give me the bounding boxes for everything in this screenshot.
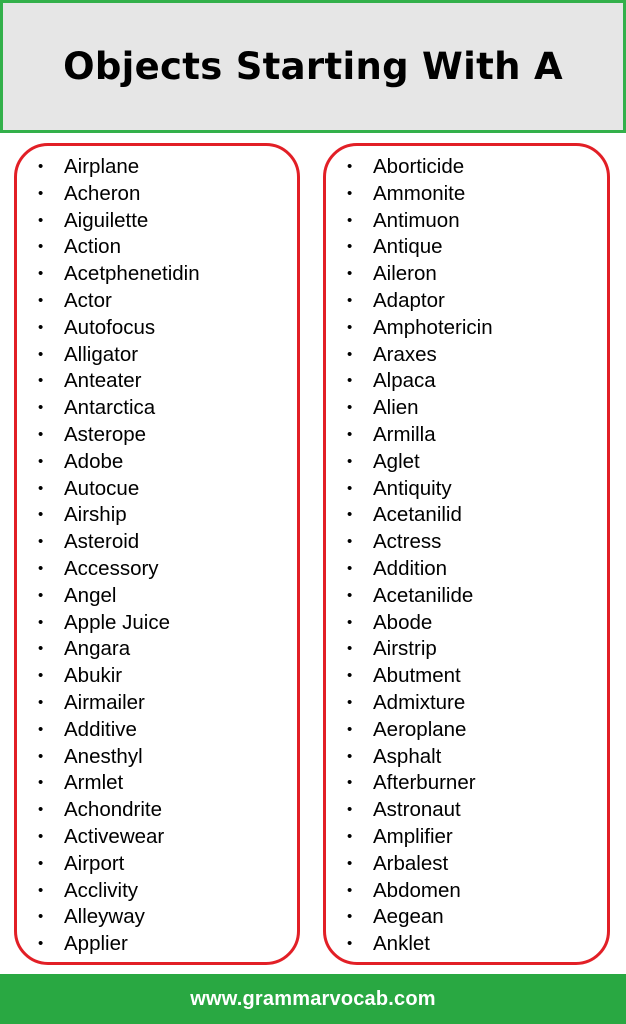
list-item-label: Autocue <box>64 476 140 500</box>
bullet-icon: • <box>38 211 44 229</box>
bullet-icon: • <box>38 613 44 631</box>
list-item <box>17 154 297 181</box>
list-item-label: Araxes <box>373 342 437 366</box>
list-item-label: Airstrip <box>373 637 437 661</box>
list-item-label: Admixture <box>373 690 466 714</box>
list-item-label: Amplifier <box>373 824 453 848</box>
bullet-icon: • <box>347 854 353 872</box>
list-item <box>326 234 607 261</box>
list-item-label: Antarctica <box>64 396 156 420</box>
list-item <box>17 476 297 503</box>
list-item <box>326 824 607 851</box>
list-item <box>326 315 607 342</box>
bullet-icon: • <box>347 801 353 819</box>
list-item-label: Anteater <box>64 369 142 393</box>
bullet-icon: • <box>347 935 353 953</box>
list-item <box>326 154 607 181</box>
list-item <box>17 529 297 556</box>
list-item-label: Alleyway <box>64 905 145 929</box>
list-item-label: Abode <box>373 610 433 634</box>
list-item <box>17 583 297 610</box>
list-item-label: Ammonite <box>373 181 466 205</box>
list-item-label: Accessory <box>64 556 159 580</box>
list-item <box>17 288 297 315</box>
bullet-icon: • <box>38 372 44 390</box>
list-item-label: Aileron <box>373 262 437 286</box>
list-item-label: Aglet <box>373 449 420 473</box>
list-item-label: Acheron <box>64 181 141 205</box>
list-item <box>326 610 607 637</box>
list-item <box>17 690 297 717</box>
list-item-label: Acetphenetidin <box>64 262 200 286</box>
list-item-label: Abutment <box>373 664 461 688</box>
bullet-icon: • <box>38 506 44 524</box>
list-item <box>326 395 607 422</box>
list-item <box>326 851 607 878</box>
bullet-icon: • <box>38 533 44 551</box>
list-item-label: Alpaca <box>373 369 436 393</box>
right-word-column <box>323 143 610 965</box>
bullet-icon: • <box>347 693 353 711</box>
list-item-label: Anesthyl <box>64 744 143 768</box>
list-item <box>326 904 607 931</box>
bullet-icon: • <box>347 533 353 551</box>
list-item <box>17 851 297 878</box>
list-item <box>17 636 297 663</box>
list-item <box>326 422 607 449</box>
list-item-label: Asphalt <box>373 744 442 768</box>
list-item <box>17 610 297 637</box>
list-item-label: Abdomen <box>373 878 461 902</box>
bullet-icon: • <box>347 158 353 175</box>
bullet-icon: • <box>347 479 353 497</box>
list-item <box>326 476 607 503</box>
list-item <box>326 690 607 717</box>
bullet-icon: • <box>38 318 44 336</box>
bullet-icon: • <box>38 854 44 872</box>
list-item <box>326 529 607 556</box>
list-item <box>17 342 297 369</box>
bullet-icon: • <box>38 908 44 926</box>
list-item <box>326 717 607 744</box>
bullet-icon: • <box>347 184 353 202</box>
bullet-icon: • <box>38 774 44 792</box>
list-item-label: Alien <box>373 396 419 420</box>
bullet-icon: • <box>347 827 353 845</box>
bullet-icon: • <box>347 211 353 229</box>
list-item-label: Acclivity <box>64 878 139 902</box>
bullet-icon: • <box>347 774 353 792</box>
bullet-icon: • <box>38 291 44 309</box>
list-item <box>326 208 607 235</box>
list-item-label: Airship <box>64 503 127 527</box>
bullet-icon: • <box>38 586 44 604</box>
bullet-icon: • <box>38 667 44 685</box>
right-word-list <box>326 146 607 958</box>
list-item <box>17 315 297 342</box>
list-item-label: Armilla <box>373 422 436 446</box>
list-item <box>326 583 607 610</box>
list-item-label: Adaptor <box>373 288 445 312</box>
list-item <box>326 636 607 663</box>
left-word-list <box>17 146 297 958</box>
list-item-label: Astronaut <box>373 798 461 822</box>
bullet-icon: • <box>347 720 353 738</box>
list-item-label: Abukir <box>64 664 123 688</box>
list-item <box>17 502 297 529</box>
list-item <box>326 502 607 529</box>
bullet-icon: • <box>38 827 44 845</box>
footer-banner <box>0 974 626 1024</box>
list-item-label: Autofocus <box>64 315 156 339</box>
list-item <box>17 261 297 288</box>
list-item-label: Aborticide <box>373 155 465 178</box>
bullet-icon: • <box>347 372 353 390</box>
list-item <box>17 824 297 851</box>
bullet-icon: • <box>38 801 44 819</box>
list-item <box>326 261 607 288</box>
bullet-icon: • <box>38 881 44 899</box>
list-item <box>17 744 297 771</box>
list-item-label: Alligator <box>64 342 139 366</box>
page-title: Objects Starting With A <box>63 45 563 88</box>
bullet-icon: • <box>347 345 353 363</box>
list-item-label: Actor <box>64 288 112 312</box>
bullet-icon: • <box>347 586 353 604</box>
list-item <box>326 449 607 476</box>
list-item-label: Airplane <box>64 155 140 178</box>
bullet-icon: • <box>347 667 353 685</box>
list-item-label: Antiquity <box>373 476 452 500</box>
list-item <box>326 878 607 905</box>
list-item <box>17 717 297 744</box>
list-item-label: Apple Juice <box>64 610 170 634</box>
bullet-icon: • <box>347 238 353 256</box>
list-item-label: Action <box>64 235 121 259</box>
list-item-label: Asterope <box>64 422 147 446</box>
list-item-label: Asteroid <box>64 530 140 554</box>
bullet-icon: • <box>347 640 353 658</box>
list-item-label: Aegean <box>373 905 444 929</box>
bullet-icon: • <box>38 559 44 577</box>
bullet-icon: • <box>347 265 353 283</box>
list-item-label: Arbalest <box>373 851 449 875</box>
bullet-icon: • <box>38 265 44 283</box>
list-item-label: Actress <box>373 530 442 554</box>
bullet-icon: • <box>38 693 44 711</box>
list-item <box>326 770 607 797</box>
bullet-icon: • <box>38 399 44 417</box>
list-item <box>326 931 607 958</box>
bullet-icon: • <box>347 425 353 443</box>
list-item <box>17 663 297 690</box>
list-item-label: Applier <box>64 932 128 956</box>
list-item <box>326 797 607 824</box>
list-item-label: Airport <box>64 851 125 875</box>
list-item <box>326 663 607 690</box>
bullet-icon: • <box>38 238 44 256</box>
list-item <box>17 181 297 208</box>
list-item-label: Addition <box>373 556 448 580</box>
list-item-label: Antique <box>373 235 443 259</box>
list-item-label: Angara <box>64 637 131 661</box>
title-banner <box>0 0 626 133</box>
list-item-label: Aeroplane <box>373 717 467 741</box>
bullet-icon: • <box>38 158 44 175</box>
bullet-icon: • <box>347 506 353 524</box>
list-item <box>17 395 297 422</box>
list-item <box>326 556 607 583</box>
list-item-label: Armlet <box>64 771 124 795</box>
bullet-icon: • <box>38 479 44 497</box>
list-item <box>17 368 297 395</box>
footer-website: www.grammarvocab.com <box>190 987 436 1010</box>
list-item <box>17 449 297 476</box>
list-item-label: Antimuon <box>373 208 460 232</box>
list-item <box>17 904 297 931</box>
list-item <box>17 797 297 824</box>
bullet-icon: • <box>38 720 44 738</box>
list-item-label: Acetanilide <box>373 583 474 607</box>
list-item <box>326 288 607 315</box>
bullet-icon: • <box>347 399 353 417</box>
list-item-label: Amphotericin <box>373 315 493 339</box>
list-item <box>326 342 607 369</box>
bullet-icon: • <box>38 184 44 202</box>
list-item-label: Airmailer <box>64 690 145 714</box>
list-item-label: Anklet <box>373 932 430 956</box>
bullet-icon: • <box>347 559 353 577</box>
list-item <box>17 770 297 797</box>
list-item <box>17 931 297 958</box>
bullet-icon: • <box>347 291 353 309</box>
bullet-icon: • <box>347 452 353 470</box>
list-item <box>17 208 297 235</box>
left-word-column <box>14 143 300 965</box>
bullet-icon: • <box>347 318 353 336</box>
list-item-label: Adobe <box>64 449 124 473</box>
bullet-icon: • <box>38 935 44 953</box>
list-item <box>326 181 607 208</box>
bullet-icon: • <box>38 747 44 765</box>
bullet-icon: • <box>347 881 353 899</box>
list-item-label: Additive <box>64 717 137 741</box>
bullet-icon: • <box>347 908 353 926</box>
list-item <box>17 422 297 449</box>
list-item-label: Activewear <box>64 824 165 848</box>
bullet-icon: • <box>38 452 44 470</box>
list-item-label: Aiguilette <box>64 208 149 232</box>
list-item-label: Achondrite <box>64 798 163 822</box>
list-item <box>17 556 297 583</box>
bullet-icon: • <box>38 640 44 658</box>
list-item <box>17 878 297 905</box>
bullet-icon: • <box>38 425 44 443</box>
bullet-icon: • <box>347 747 353 765</box>
bullet-icon: • <box>38 345 44 363</box>
bullet-icon: • <box>347 613 353 631</box>
list-item <box>326 368 607 395</box>
list-item-label: Angel <box>64 583 117 607</box>
list-item-label: Acetanilid <box>373 503 462 527</box>
list-item <box>326 744 607 771</box>
list-item-label: Afterburner <box>373 771 476 795</box>
list-item <box>17 234 297 261</box>
